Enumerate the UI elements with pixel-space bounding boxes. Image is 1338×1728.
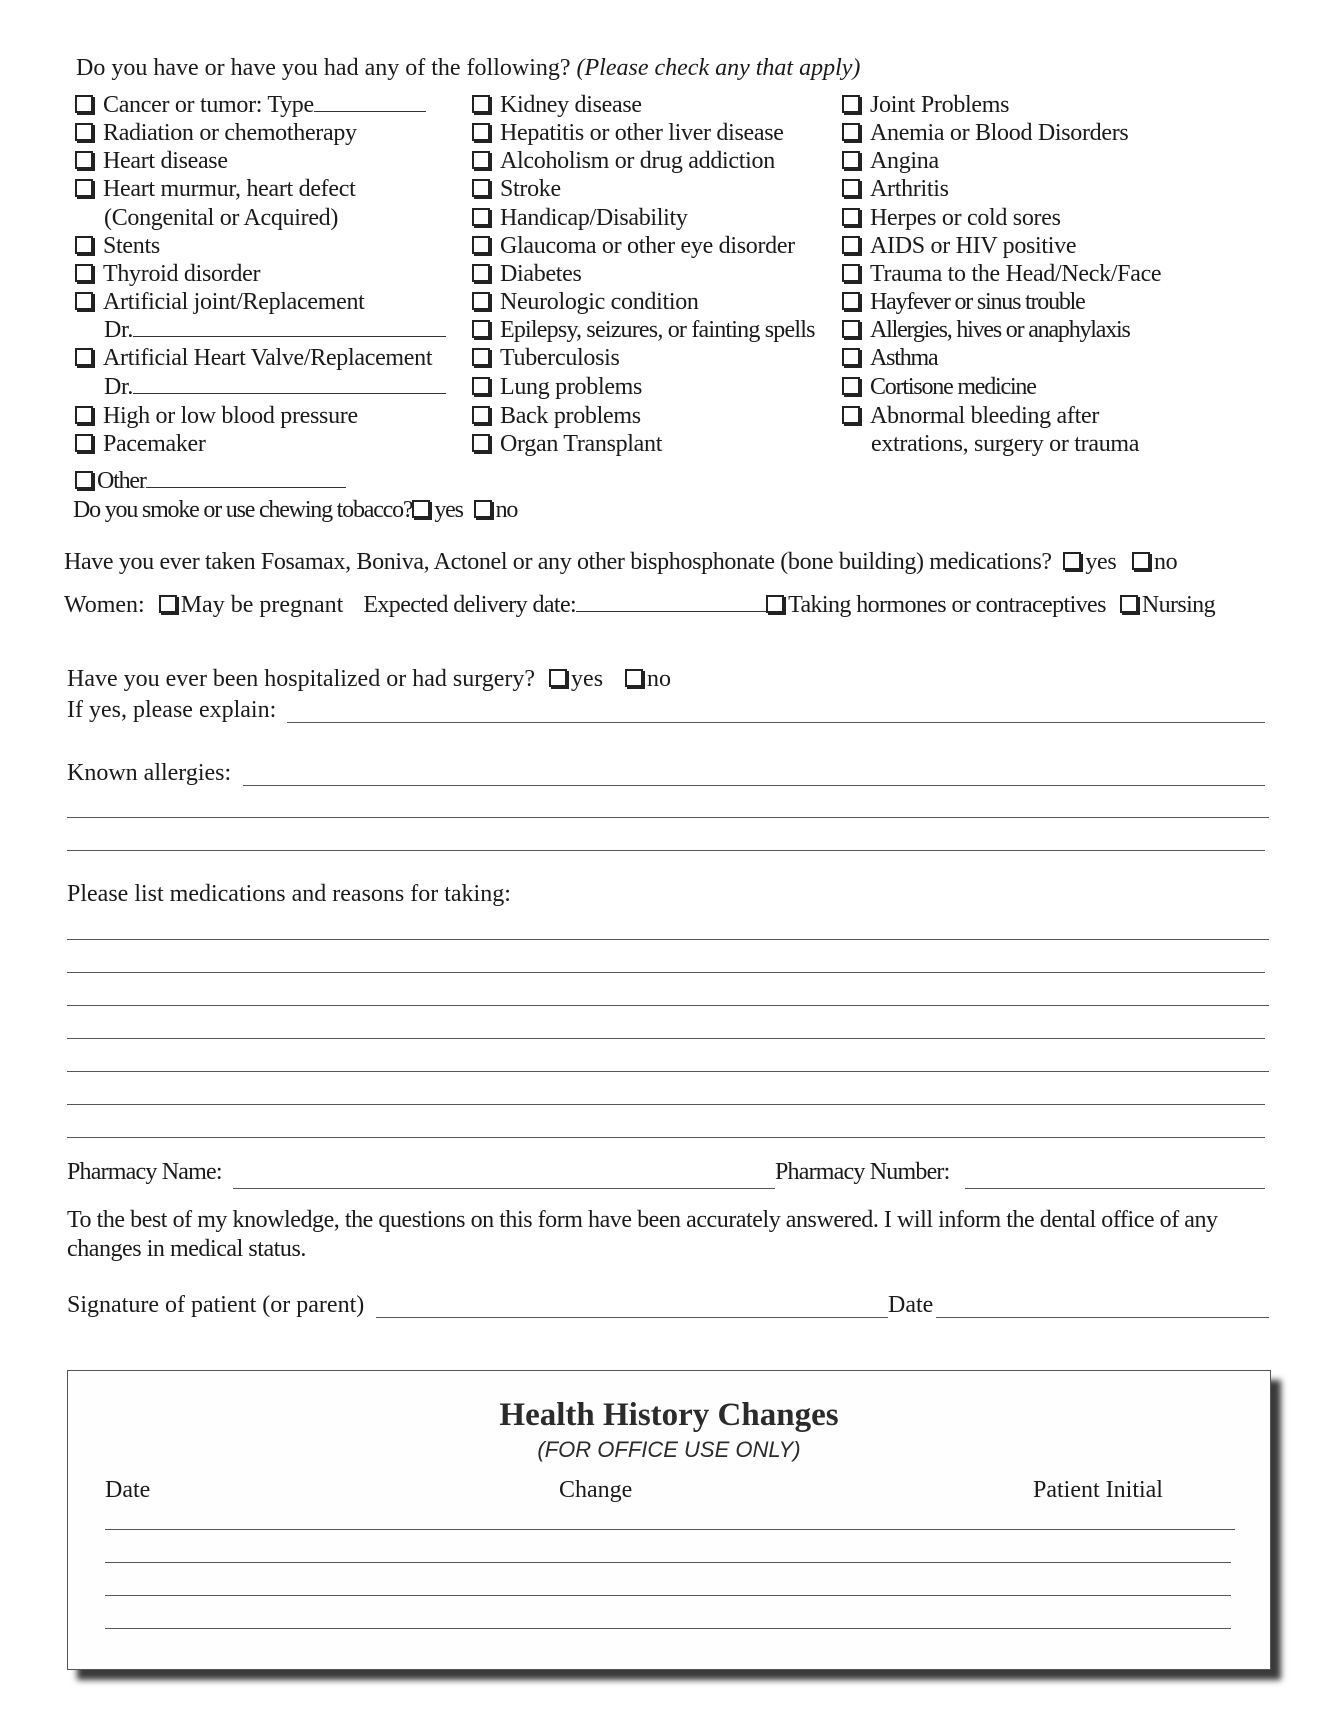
checkbox[interactable] (472, 236, 490, 254)
cond-c3-11: Abnormal bleeding after (842, 403, 1099, 430)
checkbox-bisphos-no[interactable] (1132, 552, 1150, 570)
checkbox-hospital-yes[interactable] (549, 669, 567, 687)
pharmacy-name-field[interactable] (233, 1188, 775, 1189)
checkbox[interactable] (842, 179, 860, 197)
checkbox[interactable] (472, 292, 490, 310)
cond-c1-7: Artificial joint/Replacement (75, 289, 365, 316)
allergies-label: Known allergies: (67, 760, 232, 786)
checkbox[interactable] (75, 292, 93, 310)
doctor-field[interactable] (133, 392, 446, 394)
office-col-initial: Patient Initial (1033, 1477, 1163, 1503)
cond-c3-10: Cortisone medicine (842, 374, 1036, 401)
cond-c2-0: Kidney disease (472, 92, 642, 119)
cond-c2-11: Back problems (472, 403, 641, 430)
allergies-field[interactable] (243, 785, 1265, 786)
cond-c2-5: Glaucoma or other eye disorder (472, 233, 795, 260)
checkbox[interactable] (842, 377, 860, 395)
allergies-line[interactable] (67, 850, 1265, 851)
cond-c1-9: Artificial Heart Valve/Replacement (75, 345, 432, 372)
office-col-change: Change (559, 1477, 633, 1503)
signature-date-field[interactable] (936, 1317, 1269, 1318)
cond-c2-10: Lung problems (472, 374, 642, 401)
checkbox-hospital-no[interactable] (625, 669, 643, 687)
cond-c1-0: Cancer or tumor: Type (75, 92, 426, 119)
checkbox[interactable] (842, 208, 860, 226)
checkbox[interactable] (75, 406, 93, 424)
checkbox[interactable] (75, 348, 93, 366)
checkbox[interactable] (472, 95, 490, 113)
delivery-date-field[interactable] (576, 610, 766, 612)
hospital-question: Have you ever been hospitalized or had surgery? yes no (67, 666, 672, 692)
checkbox[interactable] (75, 264, 93, 282)
checkbox[interactable] (75, 95, 93, 113)
checkbox[interactable] (472, 179, 490, 197)
checkbox[interactable] (75, 123, 93, 141)
checkbox[interactable] (472, 406, 490, 424)
cond-c3-5: AIDS or HIV positive (842, 233, 1076, 260)
cond-c3-0: Joint Problems (842, 92, 1009, 119)
cond-other: Other (75, 468, 346, 495)
office-use-box (67, 1370, 1271, 1670)
hospital-explain-field[interactable] (287, 722, 1265, 723)
cond-c2-7: Neurologic condition (472, 289, 699, 316)
checkbox[interactable] (842, 151, 860, 169)
cond-c1-2: Heart disease (75, 148, 228, 175)
cond-c2-1: Hepatitis or other liver disease (472, 120, 784, 147)
checkbox[interactable] (472, 434, 490, 452)
checkbox[interactable] (472, 208, 490, 226)
cond-c2-9: Tuberculosis (472, 345, 620, 372)
medications-line[interactable] (67, 1104, 1265, 1105)
cond-c1-5: Stents (75, 233, 160, 260)
cond-c1-6: Thyroid disorder (75, 261, 260, 288)
cond-c1-1: Radiation or chemotherapy (75, 120, 357, 147)
checkbox[interactable] (842, 95, 860, 113)
cond-c3-6: Trauma to the Head/Neck/Face (842, 261, 1161, 288)
smoke-question: Do you smoke or use chewing tobacco? yes no (73, 497, 518, 523)
checkbox[interactable] (75, 151, 93, 169)
checkbox[interactable] (472, 123, 490, 141)
other-field[interactable] (146, 486, 346, 488)
cond-c2-6: Diabetes (472, 261, 582, 288)
medications-line[interactable] (67, 1137, 1265, 1138)
cond-c3-9: Asthma (842, 345, 937, 372)
office-col-date: Date (105, 1477, 151, 1503)
office-line[interactable] (105, 1562, 1231, 1563)
checkbox[interactable] (75, 434, 93, 452)
cond-c3-7: Hayfever or sinus trouble (842, 289, 1085, 316)
checkbox-smoke-yes[interactable] (412, 500, 430, 518)
office-line[interactable] (105, 1529, 1235, 1530)
office-title: Health History Changes (499, 1397, 839, 1433)
checkbox-bisphos-yes[interactable] (1063, 552, 1081, 570)
cond-c3-12: extrations, surgery or trauma (871, 431, 1140, 457)
question-text: Do you have or have you had any of the following? (76, 55, 571, 81)
checkbox[interactable] (472, 348, 490, 366)
medications-line[interactable] (67, 1005, 1269, 1006)
cond-c3-1: Anemia or Blood Disorders (842, 120, 1128, 147)
pharmacy-number-label: Pharmacy Number: (775, 1159, 950, 1185)
signature-date-label: Date (888, 1292, 934, 1318)
cond-c3-2: Angina (842, 148, 939, 175)
form-question (76, 55, 860, 82)
checkbox-hormones[interactable] (766, 595, 784, 613)
checkbox[interactable] (842, 320, 860, 338)
cond-c3-3: Arthritis (842, 176, 949, 203)
checkbox[interactable] (842, 406, 860, 424)
medications-line[interactable] (67, 939, 1269, 940)
cond-c2-2: Alcoholism or drug addiction (472, 148, 775, 175)
checkbox-pregnant[interactable] (159, 595, 177, 613)
office-subtitle: (FOR OFFICE USE ONLY) (537, 1437, 801, 1462)
cond-c1-11: High or low blood pressure (75, 403, 358, 430)
hospital-explain-label: If yes, please explain: (67, 697, 277, 723)
cond-c2-3: Stroke (472, 176, 561, 203)
checkbox[interactable] (842, 123, 860, 141)
checkbox-nursing[interactable] (1120, 595, 1138, 613)
allergies-line[interactable] (67, 817, 1269, 818)
cond-c1-12: Pacemaker (75, 431, 206, 458)
cond-c2-12: Organ Transplant (472, 431, 662, 458)
checkbox[interactable] (75, 179, 93, 197)
attestation-line-1: To the best of my knowledge, the questions on this form have been accurately answered. I will inform the dental office of any (67, 1207, 1218, 1233)
cond-c3-8: Allergies, hives or anaphylaxis (842, 317, 1130, 344)
cond-c2-8: Epilepsy, seizures, or fainting spells (472, 317, 815, 344)
medications-line[interactable] (67, 1071, 1269, 1072)
checkbox-smoke-no[interactable] (474, 500, 492, 518)
type-field[interactable] (314, 110, 426, 112)
checkbox[interactable] (472, 151, 490, 169)
checkbox[interactable] (842, 236, 860, 254)
pharmacy-name-label: Pharmacy Name: (67, 1159, 222, 1185)
cond-c1-10: Dr. (104, 374, 446, 401)
pharmacy-number-field[interactable] (965, 1188, 1265, 1189)
checkbox[interactable] (472, 264, 490, 282)
medications-label: Please list medications and reasons for taking: (67, 881, 511, 907)
cond-c1-8: Dr. (104, 317, 446, 344)
attestation-line-2: changes in medical status. (67, 1236, 306, 1262)
signature-label: Signature of patient (or parent) (67, 1292, 365, 1318)
cond-c3-4: Herpes or cold sores (842, 205, 1061, 232)
checkbox[interactable] (472, 320, 490, 338)
checkbox[interactable] (75, 236, 93, 254)
bisphos-question: Have you ever taken Fosamax, Boniva, Actonel or any other bisphosphonate (bone building) medications? yes no (64, 549, 1178, 575)
office-line[interactable] (105, 1628, 1231, 1629)
checkbox[interactable] (842, 292, 860, 310)
doctor-field[interactable] (133, 335, 446, 337)
checkbox[interactable] (842, 264, 860, 282)
women-row: Women: May be pregnant Expected delivery date: Taking hormones or contraceptives Nursing (64, 592, 1215, 618)
cond-c1-3: Heart murmur, heart defect (75, 176, 355, 203)
medications-line[interactable] (67, 972, 1265, 973)
office-line[interactable] (105, 1595, 1231, 1596)
cond-c1-4: (Congenital or Acquired) (104, 205, 339, 231)
checkbox[interactable] (75, 471, 93, 489)
cond-c2-4: Handicap/Disability (472, 205, 688, 232)
instruction-text: (Please check any that apply) (576, 55, 861, 81)
signature-field[interactable] (376, 1317, 888, 1318)
checkbox[interactable] (472, 377, 490, 395)
medications-line[interactable] (67, 1038, 1265, 1039)
checkbox[interactable] (842, 348, 860, 366)
